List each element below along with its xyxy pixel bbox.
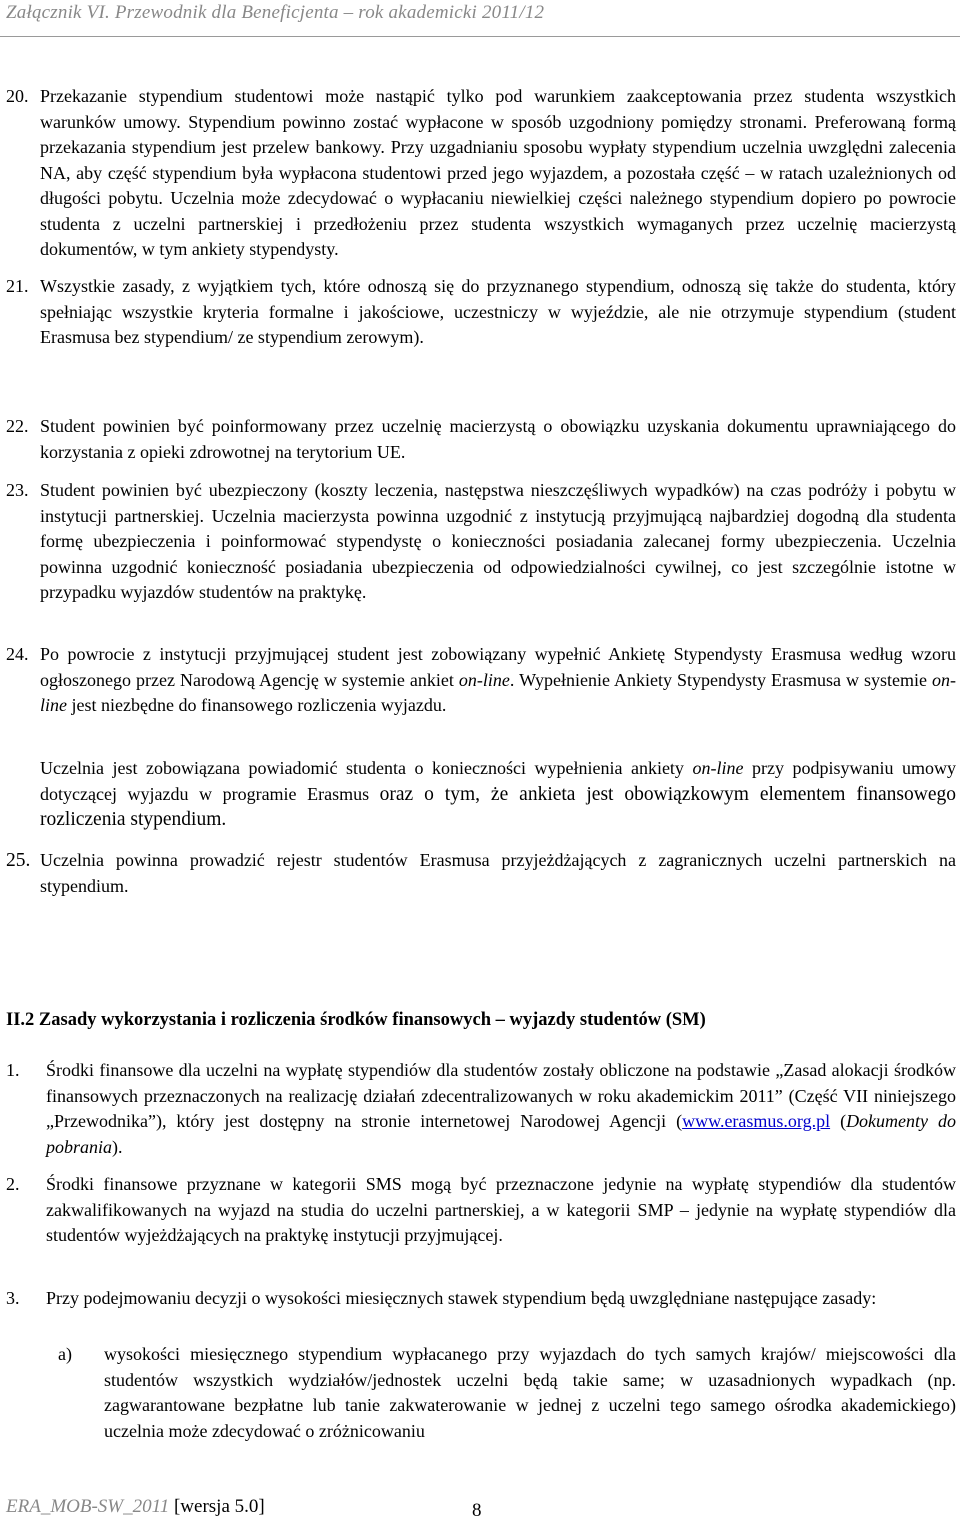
document-code: ERA_MOB-SW_2011 (6, 1496, 170, 1517)
list-item-21 (6, 274, 956, 351)
item-text: Student powinien być ubezpieczony (koszty leczenia, następstwa nieszczęśliwych wypadków) na czas podróży i pobytu w instytucji partnerskiej. Uczelnia macierzysta powinna uzgodnić z instytucją przyjmującą najbardziej dogodną dla studenta formę ubezpieczenia i poinformować stypendystę o konieczności posiadania zalecanej formy ubezpieczenia. Uczelnia powinna uzgodnić konieczność posiadania ubezpieczenia od odpowiedzialności cywilnej, co jest szczególnie istotne w przypadku wyjazdów studentów na praktykę. (40, 480, 956, 602)
list-item-24 (6, 642, 956, 719)
item-text: Przekazanie stypendium studentowi może nastąpić tylko pod warunkiem zaakceptowania przez studenta wszystkich warunków umowy. Stypendium powinno zostać wypłacone w sposób uzgodniony pomiędzy stronami. Preferowaną formą przekazania stypendium jest przelew bankowy. Przy uzgadnianiu sposobu wypłaty stypendium uczelnia uwzględni zalecenia NA, aby część stypendium była wypłacona studentowi przed jego wyjazdem, a pozostała część – w ratach uzależnionych od długości pobytu. Uczelnia może zdecydować o wypłacaniu niewielkiej części należnego stypendium dopiero po powrocie studenta z uczelni partnerskiej i przedłożeniu przez studenta wszystkich wymaganych przez uczelnię macierzystą dokumentów, w tym ankiety stypendysty. (40, 86, 956, 259)
list-item-25 (6, 848, 956, 899)
item-number: 21. (6, 276, 29, 296)
document-version: [wersja 5.0] (173, 1496, 265, 1517)
item-text: Po powrocie z instytucji przyjmującej student jest zobowiązany wypełnić Ankietę Stypendysty Erasmusa według wzoru ogłoszonego przez Narodową Agencję w systemie ankiet on-line. Wypełnienie Ankiety Stypendysty Erasmusa w systemie on-line jest niezbędne do finansowego rozliczenia wyjazdu. (40, 644, 956, 715)
item-text: Środki finansowe dla uczelni na wypłatę stypendiów dla studentów zostały obliczone na podstawie „Zasad alokacji środków finansowych przeznaczonych na realizację działań zdecentralizowanych w roku akademickim 2011” (Część VII niniejszego „Przewodnika”), który jest dostępny na stronie internetowej Narodowej Agencji (www.erasmus.org.pl (Dokumenty do pobrania). (46, 1060, 957, 1157)
item-text: Uczelnia powinna prowadzić rejestr studentów Erasmusa przyjeżdżających z zagranicznych uczelni partnerskich na stypendium. (40, 850, 956, 896)
sm-list-item-2 (6, 1172, 956, 1249)
item-number: 22. (6, 416, 29, 436)
item-number: 2. (6, 1174, 20, 1194)
list-item-22 (6, 414, 956, 465)
page-number: 8 (472, 1500, 482, 1521)
list-item-20 (6, 84, 956, 263)
item-number: 24. (6, 644, 29, 664)
item-text: Wszystkie zasady, z wyjątkiem tych, które odnoszą się do przyznanego stypendium, odnoszą się także do studenta, który spełniając wszystkie kryteria formalne i jakościowe, uczestniczy w wyjeździe, ale nie otrzymuje stypendium (student Erasmusa bez stypendium/ ze stypendium zerowym). (40, 276, 956, 347)
item-24-paragraph: Uczelnia jest zobowiązana powiadomić studenta o konieczności wypełnienia ankiety on-line przy podpisywaniu umowy dotyczącej wyjazdu w programie Erasmus oraz o tym, że ankieta jest obowiązkowym elementem finansowego rozliczenia stypendium. (40, 758, 957, 830)
item-text: Środki finansowe przyznane w kategorii SMS mogą być przeznaczone jedynie na wypłatę stypendiów dla studentów zakwalifikowanych na wyjazd na studia do uczelni partnerskiej, a w kategorii SMP – jedynie na wypłatę stypendiów dla studentów wyjeżdżających na praktykę instytucji przyjmującej. (46, 1174, 956, 1245)
item-number: 1. (6, 1060, 20, 1080)
item-letter: a) (58, 1344, 72, 1364)
item-number: 23. (6, 480, 29, 500)
item-text: Przy podejmowaniu decyzji o wysokości miesięcznych stawek stypendium będą uwzględniane następujące zasady: (46, 1288, 877, 1308)
sm-list-item-3 (6, 1286, 956, 1312)
item-number: 25. (6, 850, 31, 871)
section-heading: II.2 Zasady wykorzystania i rozliczenia środków finansowych – wyjazdy studentów (SM) (6, 1010, 706, 1030)
sm-list-item-1 (6, 1058, 956, 1160)
page-header: Załącznik VI. Przewodnik dla Beneficjenta – rok akademicki 2011/12 (6, 2, 545, 23)
item-text: Student powinien być poinformowany przez uczelnię macierzystą o obowiązku uzyskania dokumentu uprawniającego do korzystania z opieki zdrowotnej na terytorium UE. (40, 416, 956, 462)
page-footer (6, 1496, 265, 1518)
item-number: 3. (6, 1288, 20, 1308)
item-number: 20. (6, 86, 29, 106)
item-text: wysokości miesięcznego stypendium wypłacanego przy wyjazdach do tych samych krajów/ miejscowości dla studentów wszystkich wydziałów/jednostek uczelni będą takie same; w uzasadnionych wypadkach (np. zagwarantowane bezpłatne lub tanie zakwaterowanie w jednej z uczelni tego samego ośrodka akademickiego) uczelnia może zdecydować o zróżnicowaniu (104, 1344, 956, 1441)
sub-list-item-a (58, 1342, 956, 1444)
erasmus-website-link[interactable]: www.erasmus.org.pl (682, 1111, 831, 1131)
header-divider (0, 36, 960, 37)
list-item-23 (6, 478, 956, 606)
